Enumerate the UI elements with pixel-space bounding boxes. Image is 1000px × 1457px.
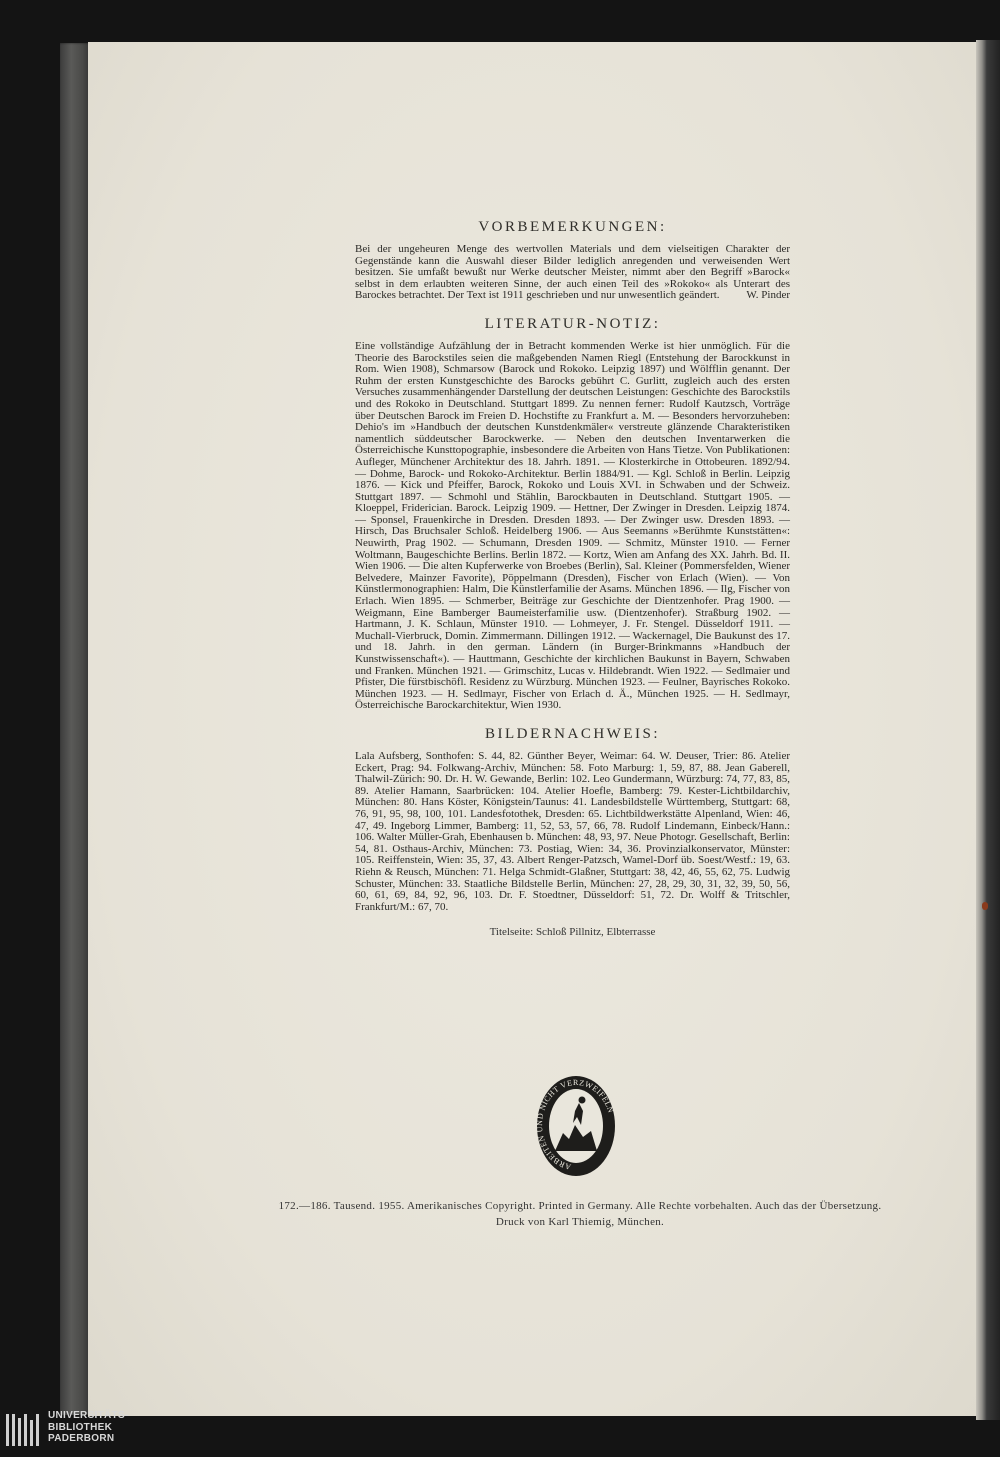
imprint-line-1: 172.—186. Tausend. 1955. Amerikanisches Copyright. Printed in Germany. Alle Rechte vorbehalten. Auch das der Übersetzung.	[278, 1200, 882, 1212]
library-logo-line-1: UNIVERSITÄTS-	[48, 1410, 129, 1421]
library-logo-text	[48, 1410, 129, 1445]
library-logo-line-2: BIBLIOTHEK	[48, 1421, 113, 1433]
signature: W. Pinder	[746, 289, 790, 302]
page-content	[355, 218, 790, 939]
title-page-caption: Titelseite: Schloß Pillnitz, Elbterrasse	[489, 926, 656, 939]
section-literatur	[355, 315, 790, 712]
imprint-footer	[200, 1198, 960, 1230]
text-literatur: Eine vollständige Aufzählung der in Betracht kommenden Werke ist hier unmöglich. Für die Theorie des Barockstiles seien die maßgebenden Namen Riegl (Entstehung der Barockkunst in Rom. Wien 1908), Schmarsow (Barock und Rokoko. Leipzig 1897) und Wölfflin genannt. Der Ruhm der ersten Kunstgeschichte des Barocks gebührt C. Gurlitt, zugleich auch des ersten Versuches zusammenhängender Darstellung der deutschen Leistungen: Geschichte des Barockstils und des Rokoko in Deutschland. Stuttgart 1899. Zu nennen ferner: Rudolf Kautzsch, Vorträge über Deutschen Barock im Freien D. Hochstifte zu Frankfurt a. M. — Besonders hervorzuheben: Dehio's im »Handbuch der deutschen Kunstdenkmäler« verstreute glänzende Charakteristiken namentlich süddeutscher Barockwerke. — Neben den deutschen Inventarwerken die Österreichische Kunsttopographie, insbesondere die Arbeiten von Hans Tietze. Von Publikationen: Aufleger, Münchener Architektur des 18. Jahrh. 1891. — Klosterkirche in Ottobeuren. 1892/94. — Dohme, Barock- und Rokoko-Architektur. Berlin 1884/91. — Kgl. Schloß in Berlin. Leipzig 1876. — Kick und Pfeiffer, Barock, Rokoko und Louis XVI. in Schwaben und der Schweiz. Stuttgart 1897. — Schmohl und Stählin, Barockbauten in Deutschland. Stuttgart 1905. — Kloeppel, Friderician. Barock. Leipzig 1909. — Hettner, Der Zwinger in Dresden. Leipzig 1874. — Sponsel, Frauenkirche in Dresden. Dresden 1893. — Der Zwinger usw. Dresden 1893. — Hirsch, Das Bruchsaler Schloß. Heidelberg 1906. — Aus Seemanns »Berühmte Kunststätten«: Neuwirth, Prag 1902. — Schumann, Dresden 1909. — Schmitz, Münster 1910. — Ferner Woltmann, Baugeschichte Berlins. Berlin 1872. — Kortz, Wien am Anfang des XX. Jahrh. Bd. II. Wien 1906. — Die alten Kupferwerke von Broebes (Berlin), Sal. Kleiner (Pommersfelden, Wiener Belvedere, Mainzer Favorite), Pöppelmann (Dresden), Fischer von Erlach (Wien). — Von Künstlermonographien: Halm, Die Künstlerfamilie der Asams. München 1896. — Ilg, Fischer von Erlach. Wien 1895. — Schmerber, Beiträge zur Geschichte der Dientzenhofer. Prag 1900. — Weigmann, Eine Bamberger Baumeisterfamilie usw. (Dientzenhofer). Straßburg 1902. — Hartmann, J. K. Schlaun, Münster 1910. — Lohmeyer, J. Fr. Stengel. Düsseldorf 1911. — Muchall-Vierbruck, Domin. Zimmermann. Dillingen 1912. — Wackernagel, Die Baukunst des 17. und 18. Jahrh. in den german. Ländern (in Burger-Brinkmanns »Handbuch der Kunstwissenschaft«). — Hauttmann, Geschichte der kirchlichen Baukunst in Bayern, Schwaben und Franken. München 1921. — Grimschitz, Lucas v. Hildebrandt. Wien 1922. — Sedlmaier und Pfister, Die fürstbischöfl. Residenz zu Würzburg. München 1923. — Feulner, Bayrisches Rokoko. München 1923. — H. Sedlmayr, Fischer von Erlach d. Ä., München 1925. — H. Sedlmayr, Österreichische Barockarchitektur, Wien 1930.	[355, 339, 790, 712]
publisher-emblem-icon	[535, 1073, 617, 1181]
heading-literatur: LITERATUR-NOTIZ:	[484, 315, 661, 332]
heading-vorbemerkungen: VORBEMERKUNGEN:	[478, 219, 667, 235]
section-bildernachweis	[355, 725, 790, 913]
section-vorbemerkungen	[355, 218, 790, 302]
text-bildernachweis: Lala Aufsberg, Sonthofen: S. 44, 82. Günther Beyer, Weimar: 64. W. Deuser, Trier: 86. Atelier Eckert, Prag: 94. Folkwang-Archiv, München: 58. Foto Marburg: 1, 59, 87, 88. Jean Gaberell, Thalwil-Zürich: 90. Dr. H. W. Gewande, Berlin: 102. Leo Gundermann, Würzburg: 74, 77, 83, 85, 89. Atelier Hamann, Saarbrücken: 104. Atelier Hoefle, Bamberg: 79. Kester-Lichtbildarchiv, München: 80. Hans Köster, Königstein/Taunus: 41. Landesbildstelle Württemberg, Stuttgart: 68, 76, 91, 95, 98, 100, 101. Landesfotothek, Dresden: 65. Lichtbildwerkstätte Alpenland, Wien: 46, 47, 49. Ingeborg Limmer, Bamberg: 11, 52, 53, 57, 66, 78. Rudolf Lindemann, Einbeck/Hann.: 106. Walter Müller-Grah, Ebenhausen b. München: 48, 93, 97. Neue Photogr. Gesellschaft, Berlin: 54, 81. Osthaus-Archiv, München: 73. Postiag, Wien: 34, 36. Provinzialkonservator, Münster: 105. Reiffenstein, Wien: 35, 37, 43. Albert Renger-Patzsch, Wamel-Dorf üb. Soest/Westf.: 19, 63. Riehn & Reusch, München: 71. Helga Schmidt-Glaßner, Stuttgart: 38, 42, 46, 55, 62, 75. Ludwig Schuster, München: 33. Staatliche Bildstelle Berlin, München: 27, 28, 29, 30, 31, 32, 39, 50, 56, 60, 61, 69, 84, 92, 96, 103. Dr. F. Stoedtner, Düsseldorf: 51, 72. Dr. Wolff & Tritschler, Frankfurt/M.: 67, 70.	[355, 749, 790, 913]
library-logo-icon	[6, 1414, 44, 1446]
page-right-edge	[976, 40, 1000, 1420]
text-vorbemerkungen: Bei der ungeheuren Menge des wertvollen Materials und dem vielseitigen Charakter der Gegenstände kann die Auswahl dieser Bilder lediglich anregenden und verweisenden Wert besitzen. Sie umfaßt bewußt nur Werke deutscher Meister, nimmt aber den Begriff »Barock« selbst in dem erlaubten weiteren Sinne, der auch einen Teil des »Rokoko« als Unterart des Barockes betrachtet. Der Text ist 1911 geschrieben und nur unwesentlich geändert.	[355, 243, 790, 302]
page-stain	[982, 902, 988, 910]
imprint-line-2: Druck von Karl Thiemig, München.	[495, 1216, 665, 1228]
emblem-text: ARBEITEN UND NICHT VERZWEIFELN	[535, 1077, 616, 1172]
library-logo	[0, 1400, 160, 1457]
library-logo-line-3: PADERBORN	[48, 1433, 115, 1444]
heading-bildernachweis: BILDERNACHWEIS:	[485, 725, 660, 742]
